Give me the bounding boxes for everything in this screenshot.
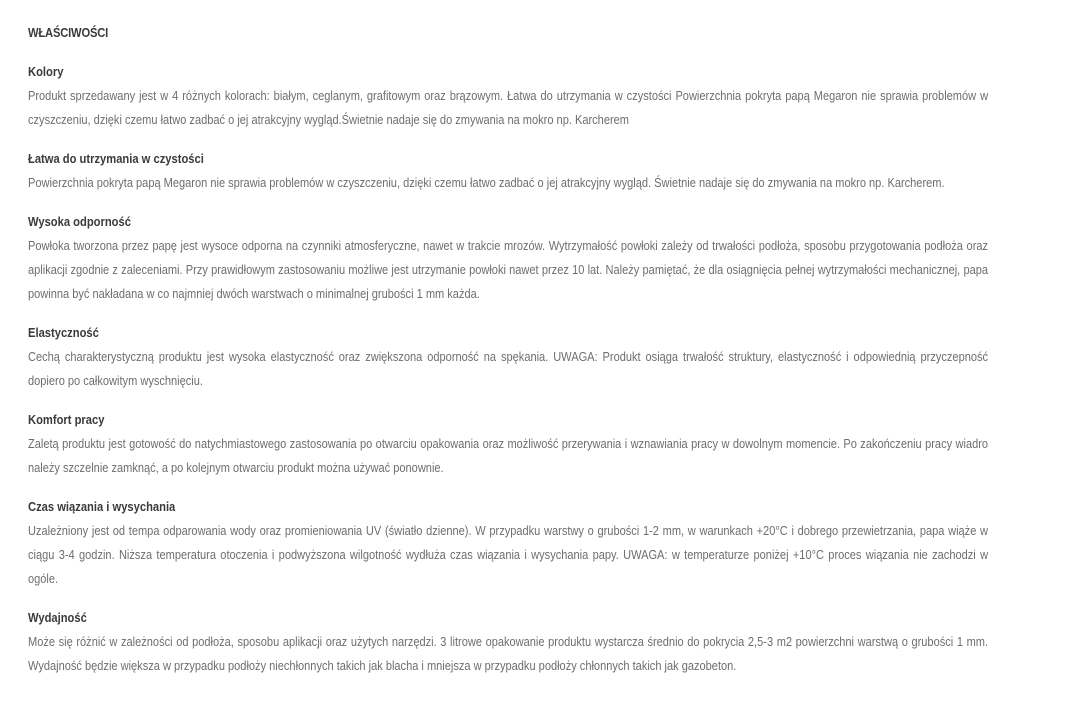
section-text: Zaletą produktu jest gotowość do natychmiastowego zastosowania po otwarciu opakowania oraz możliwość przerywania i wznawiania pracy w dowolnym momencie. Po zakończeniu pracy wiadro należy szczelnie zamknąć, a po kolejnym otwarciu produkt można używać ponownie. [28, 436, 989, 475]
section-heading: Łatwa do utrzymania w czystości [28, 151, 204, 166]
section-text: Cechą charakterystyczną produktu jest wysoka elastyczność oraz zwiększona odporność na spękania. UWAGA: Produkt osiąga trwałość struktury, elastyczność i odpowiednią przyczepność dopiero po całkowitym wyschnięciu. [28, 349, 989, 388]
section-setting-drying-time [28, 497, 1076, 591]
section-text: Powłoka tworzona przez papę jest wysoce odporna na czynniki atmosferyczne, nawet w trakcie mrozów. Wytrzymałość powłoki zależy od trwałości podłoża, sposobu przygotowania podłoża oraz aplikacji zgodnie z zaleceniami. Przy prawidłowym zastosowaniu możliwe jest utrzymanie powłoki nawet przez 10 lat. Należy pamiętać, że dla osiągnięcia pełnej wytrzymałości mechanicznej, papa powinna być nakładana w co najmniej dwóch warstwach o minimalnej grubości 1 mm każda. [28, 238, 989, 301]
section-heading: Elastyczność [28, 325, 99, 340]
section-heading: Wydajność [28, 610, 87, 625]
section-efficiency [28, 608, 1076, 678]
section-easy-cleaning [28, 149, 1076, 195]
section-heading: Kolory [28, 64, 64, 79]
section-text: Powierzchnia pokryta papą Megaron nie sprawia problemów w czyszczeniu, dzięki czemu łatwo zadbać o jej atrakcyjny wygląd. Świetnie nadaje się do zmywania na mokro np. Karcherem. [28, 175, 945, 190]
section-heading: Komfort pracy [28, 412, 105, 427]
section-text: Uzależniony jest od tempa odparowania wody oraz promieniowania UV (światło dzienne). W przypadku warstwy o grubości 1-2 mm, w warunkach +20°C i dobrego przewietrzania, papa wiąże w ciągu 3-4 godzin. Niższa temperatura otoczenia i podwyższona wilgotność wydłuża czas wiązania i wysychania papy. UWAGA: w temperaturze poniżej +10°C proces wiązania nie zachodzi w ogóle. [28, 523, 989, 586]
section-work-comfort [28, 410, 1076, 480]
section-colors [28, 62, 1076, 132]
section-text: Produkt sprzedawany jest w 4 różnych kolorach: białym, ceglanym, grafitowym oraz brązowym. Łatwa do utrzymania w czystości Powierzchnia pokryta papą Megaron nie sprawia problemów w czyszczeniu, dzięki czemu łatwo zadbać o jej atrakcyjny wygląd.Świetnie nadaje się do zmywania na mokro np. Karcherem [28, 88, 989, 127]
section-high-resistance [28, 212, 1076, 306]
section-text: Może się różnić w zależności od podłoża, sposobu aplikacji oraz użytych narzędzi. 3 litrowe opakowanie produktu wystarcza średnio do pokrycia 2,5-3 m2 powierzchni warstwą o grubości 1 mm. Wydajność będzie większa w przypadku podłoży niechłonnych takich jak blacha i mniejsza w przypadku podłoży chłonnych takich jak gazobeton. [28, 634, 989, 673]
properties-title: WŁAŚCIWOŚCI [28, 25, 109, 40]
section-heading: Wysoka odporność [28, 214, 131, 229]
section-elasticity [28, 323, 1076, 393]
section-heading: Czas wiązania i wysychania [28, 499, 176, 514]
